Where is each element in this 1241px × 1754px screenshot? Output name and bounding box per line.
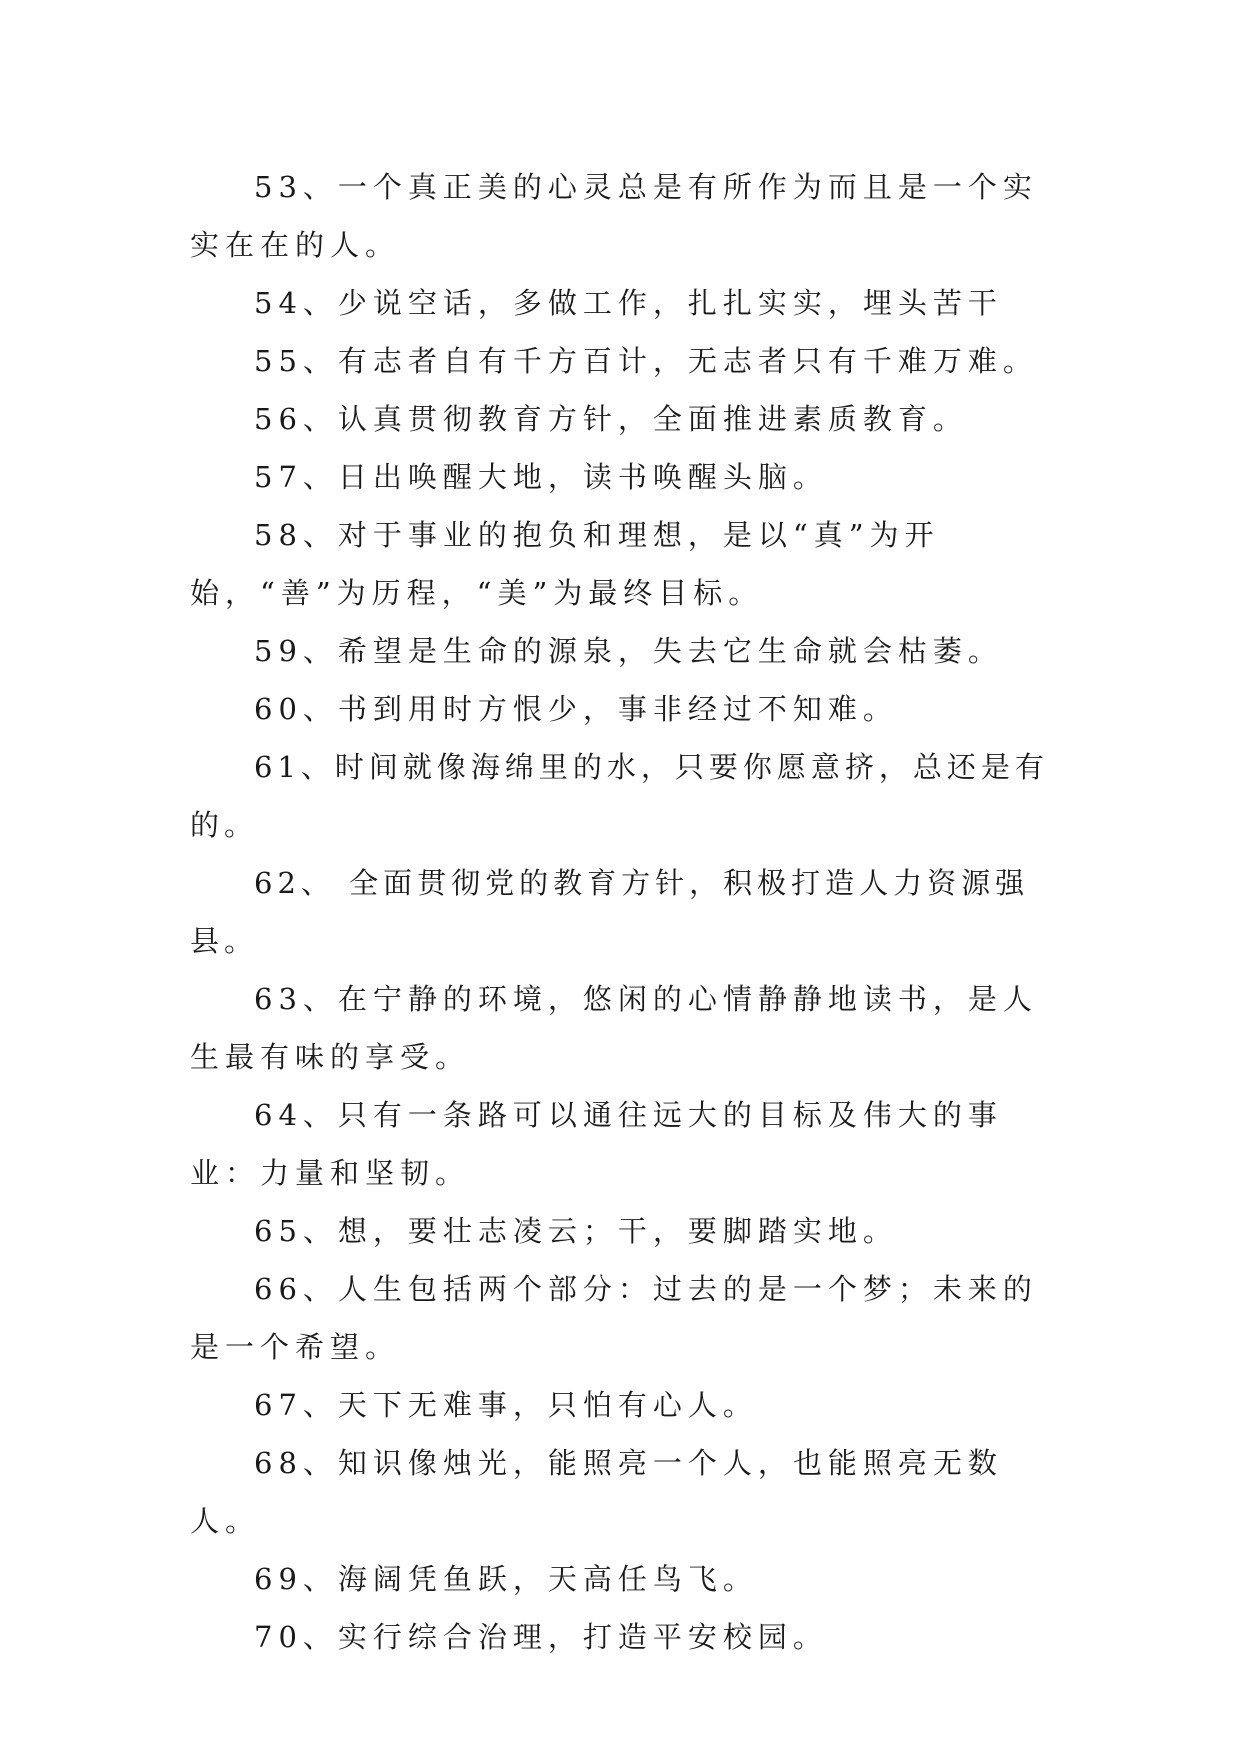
paragraph-53: 53、一个真正美的心灵总是有所作为而且是一个实实在在的人。 [190, 170, 1038, 262]
paragraph-62: 62、 全面贯彻党的教育方针，积极打造人力资源强县。 [190, 866, 1030, 958]
paragraph-69: 69、海阔凭鱼跃，天高任鸟飞。 [254, 1562, 758, 1596]
paragraph-57: 57、日出唤醒大地，读书唤醒头脑。 [254, 460, 828, 494]
paragraph-58: 58、对于事业的抱负和理想，是以“真”为开始，“善”为历程，“美”为最终目标。 [190, 518, 940, 610]
paragraph-55: 55、有志者自有千方百计，无志者只有千难万难。 [254, 344, 1038, 378]
paragraph-65: 65、想，要壮志凌云；干，要脚踏实地。 [254, 1214, 898, 1248]
paragraph-68: 68、知识像烛光，能照亮一个人，也能照亮无数人。 [190, 1446, 1003, 1538]
paragraph-70: 70、实行综合治理，打造平安校园。 [254, 1620, 828, 1654]
paragraph-67: 67、天下无难事，只怕有心人。 [254, 1388, 758, 1422]
paragraph-63: 63、在宁静的环境，悠闲的心情静静地读书，是人生最有味的享受。 [190, 982, 1038, 1074]
document-body [190, 158, 1050, 1666]
paragraph-60: 60、书到用时方恨少，事非经过不知难。 [254, 692, 898, 726]
paragraph-61: 61、时间就像海绵里的水，只要你愿意挤，总还是有的。 [190, 750, 1049, 842]
paragraph-56: 56、认真贯彻教育方针，全面推进素质教育。 [254, 402, 968, 436]
paragraph-66: 66、人生包括两个部分：过去的是一个梦；未来的是一个希望。 [190, 1272, 1038, 1364]
paragraph-59: 59、希望是生命的源泉，失去它生命就会枯萎。 [254, 634, 1003, 668]
paragraph-54: 54、少说空话，多做工作，扎扎实实，埋头苦干 [254, 286, 1003, 320]
paragraph-64: 64、只有一条路可以通往远大的目标及伟大的事业：力量和坚韧。 [190, 1098, 1003, 1190]
